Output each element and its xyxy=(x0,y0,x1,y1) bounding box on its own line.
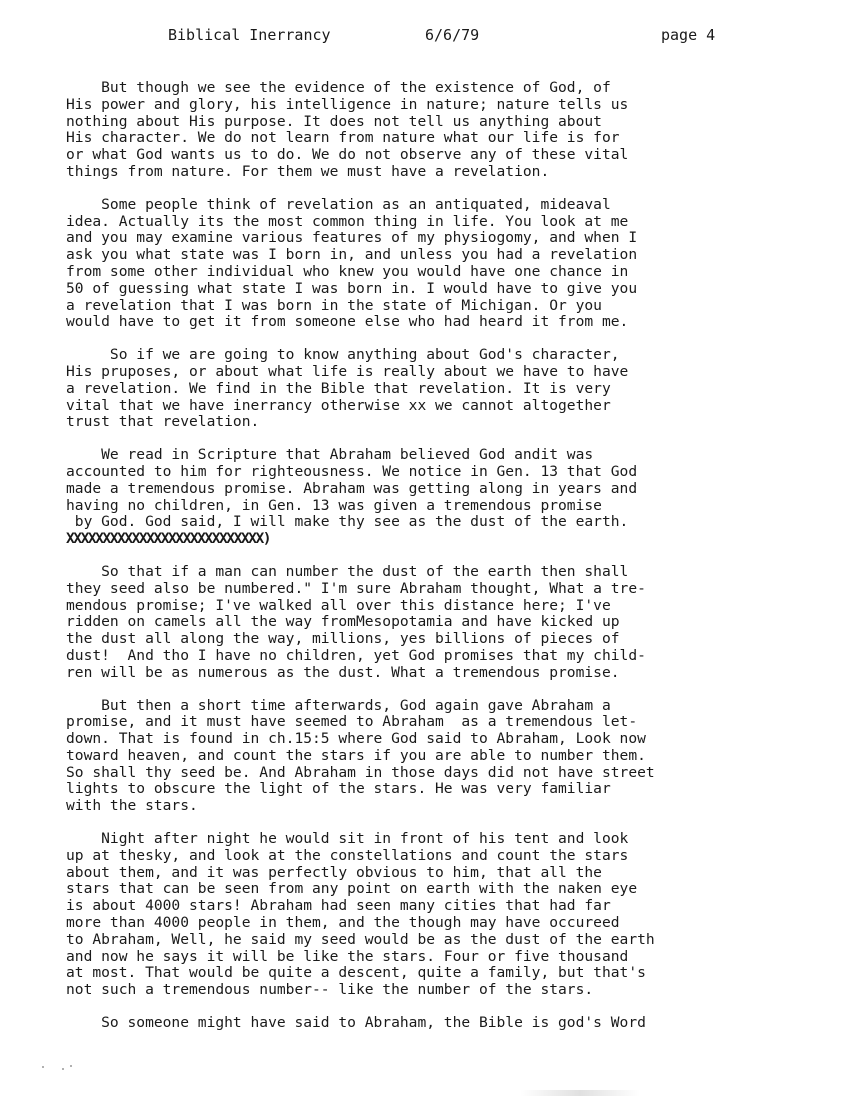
paragraph xyxy=(66,698,786,816)
paragraph xyxy=(66,447,786,548)
page-number: page 4 xyxy=(661,26,716,44)
page-header xyxy=(0,26,849,46)
text-line: His pruposes, or about what life is really about we have to have xyxy=(66,362,629,380)
text-line: dust! And tho I have no children, yet God promises that my child- xyxy=(66,646,646,664)
text-line: idea. Actually its the most common thing in life. You look at me xyxy=(66,212,629,230)
text-line: from some other individual who knew you would have one chance in xyxy=(66,262,629,280)
text-line: So shall thy seed be. And Abraham in those days did not have street xyxy=(66,763,655,781)
text-line: ask you what state was I born in, and unless you had a revelation xyxy=(66,246,638,264)
text-line: nothing about His purpose. It does not tell us anything about xyxy=(66,112,602,130)
text-line: Night after night he would sit in front of his tent and look xyxy=(66,830,629,848)
text-line: mendous promise; I've walked all over this distance here; I've xyxy=(66,596,611,614)
paragraph xyxy=(66,831,786,999)
paragraph xyxy=(66,564,786,682)
text-line: or what God wants us to do. We do not observe any of these vital xyxy=(66,146,629,164)
text-line: 50 of guessing what state I was born in. I would have to give you xyxy=(66,279,638,297)
text-line: Some people think of revelation as an antiquated, mideaval xyxy=(66,195,611,213)
text-line: lights to obscure the light of the stars. He was very familiar xyxy=(66,780,611,798)
text-line: a revelation. We find in the Bible that revelation. It is very xyxy=(66,379,611,397)
text-line: not such a tremendous number-- like the number of the stars. xyxy=(66,981,594,999)
text-line: to Abraham, Well, he said my seed would be as the dust of the earth xyxy=(66,930,655,948)
text-line: up at thesky, and look at the constellations and count the stars xyxy=(66,846,629,864)
text-line: accounted to him for righteousness. We notice in Gen. 13 that God xyxy=(66,462,638,480)
document-title: Biblical Inerrancy xyxy=(168,26,331,44)
text-line: about them, and it was perfectly obvious to him, that all the xyxy=(66,863,602,881)
document-body xyxy=(66,80,786,1048)
text-line: made a tremendous promise. Abraham was getting along in years and xyxy=(66,479,638,497)
paragraph xyxy=(66,80,786,181)
text-line: His character. We do not learn from nature what our life is for xyxy=(66,129,620,147)
text-line: XXXXXXXXXXXXXXXXXXXXXXXXXXX) xyxy=(66,530,271,548)
text-line: the dust all along the way, millions, yes billions of pieces of xyxy=(66,630,620,648)
text-line: they seed also be numbered." I'm sure Abraham thought, What a tre- xyxy=(66,579,646,597)
text-line: having no children, in Gen. 13 was given a tremendous promise xyxy=(66,496,602,514)
paragraph xyxy=(66,347,786,431)
text-line: So that if a man can number the dust of the earth then shall xyxy=(66,562,629,580)
text-line: is about 4000 stars! Abraham had seen many cities that had far xyxy=(66,897,611,915)
text-line: But then a short time afterwards, God again gave Abraham a xyxy=(66,696,611,714)
text-line: vital that we have inerrancy otherwise xx we cannot altogether xyxy=(66,396,611,414)
paragraph xyxy=(66,197,786,331)
text-line: a revelation that I was born in the state of Michigan. Or you xyxy=(66,296,602,314)
text-line: things from nature. For them we must have a revelation. xyxy=(66,162,550,180)
scan-smudge xyxy=(520,1090,640,1096)
text-line: toward heaven, and count the stars if you are able to number them. xyxy=(66,746,646,764)
paragraph xyxy=(66,1015,786,1032)
text-line: So someone might have said to Abraham, the Bible is god's Word xyxy=(66,1014,646,1032)
text-line: down. That is found in ch.15:5 where God said to Abraham, Look now xyxy=(66,730,646,748)
text-line: more than 4000 people in them, and the though may have occureed xyxy=(66,914,620,932)
text-line: and you may examine various features of my physiogomy, and when I xyxy=(66,229,638,247)
text-line: ridden on camels all the way fromMesopotamia and have kicked up xyxy=(66,613,620,631)
document-date: 6/6/79 xyxy=(425,26,480,44)
text-line: and now he says it will be like the stars. Four or five thousand xyxy=(66,947,629,965)
scan-specks xyxy=(40,1062,100,1072)
text-line: would have to get it from someone else who had heard it from me. xyxy=(66,313,629,331)
text-line: with the stars. xyxy=(66,797,198,815)
text-line: So if we are going to know anything about God's character, xyxy=(66,346,620,364)
text-line: promise, and it must have seemed to Abraham as a tremendous let- xyxy=(66,713,638,731)
text-line: at most. That would be quite a descent, quite a family, but that's xyxy=(66,964,646,982)
text-line: by God. God said, I will make thy see as the dust of the earth. xyxy=(66,513,629,531)
text-line: But though we see the evidence of the existence of God, of xyxy=(66,79,611,96)
text-line: We read in Scripture that Abraham believed God andit was xyxy=(66,446,594,464)
text-line: stars that can be seen from any point on earth with the naken eye xyxy=(66,880,638,898)
text-line: trust that revelation. xyxy=(66,413,260,431)
text-line: His power and glory, his intelligence in nature; nature tells us xyxy=(66,95,629,113)
text-line: ren will be as numerous as the dust. What a tremendous promise. xyxy=(66,663,620,681)
